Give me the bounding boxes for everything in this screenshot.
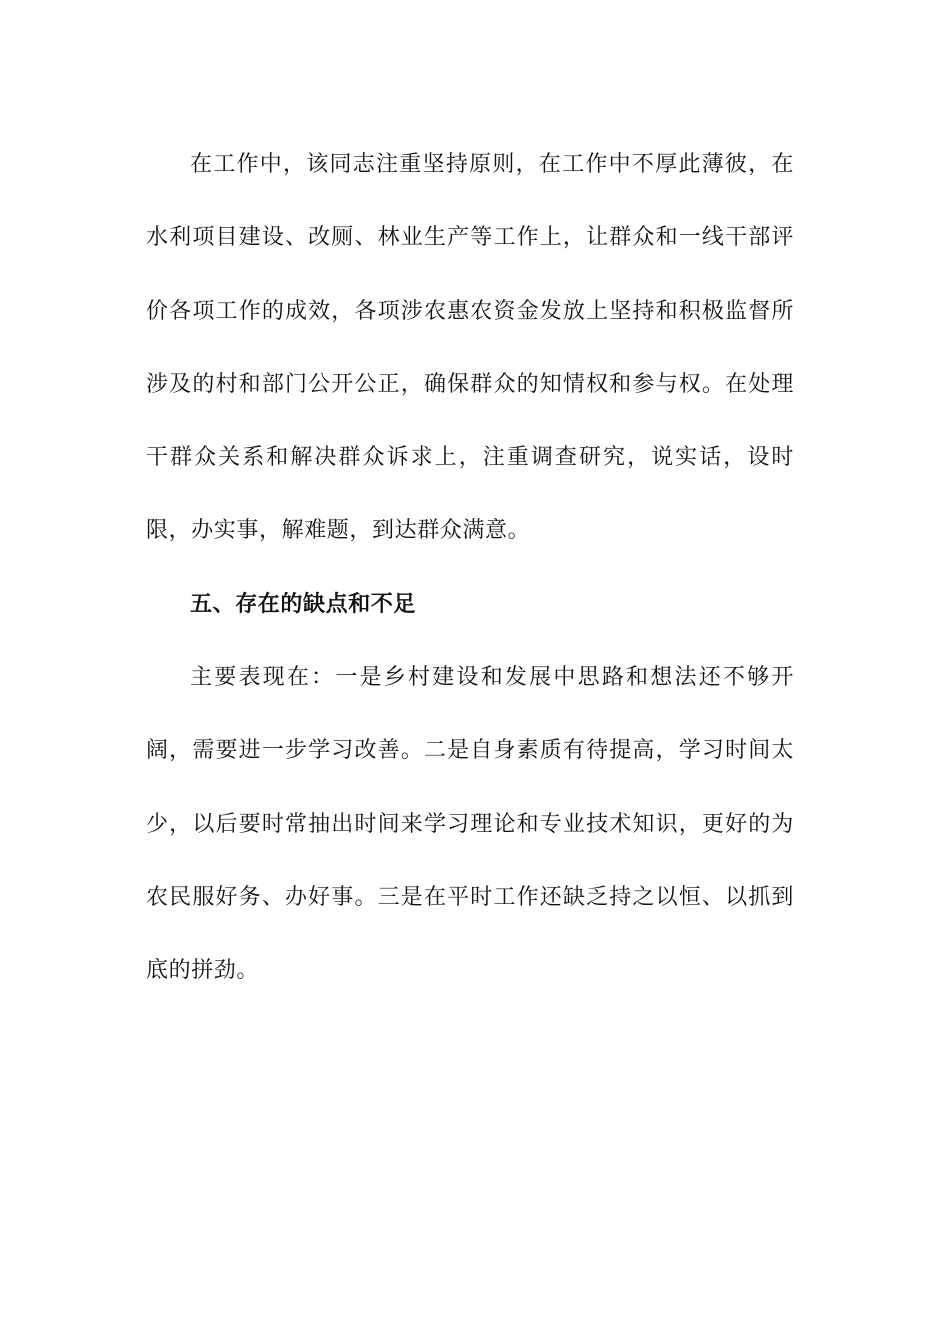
section-heading-shortcomings: 五、存在的缺点和不足 [190, 591, 417, 617]
paragraph-shortcomings: 主要表现在：一是乡村建设和发展中思路和想法还不够开阔，需要进一步学习改善。二是自身素质有待提高，学习时间太少，以后要时常抽出时间来学习理论和专业技术知识，更好的为农民服好务、办好事。三是在平时工作还缺乏持之以恒、以抓到底的拼劲。 [146, 665, 794, 984]
document-body [146, 128, 794, 1008]
paragraph-work-principles: 在工作中，该同志注重坚持原则，在工作中不厚此薄彼，在水利项目建设、改厕、林业生产等工作上，让群众和一线干部评价各项工作的成效，各项涉农惠农资金发放上坚持和积极监督所涉及的村和部门公开公正，确保群众的知情权和参与权。在处理干群众关系和解决群众诉求上，注重调查研究，说实话，设时限，办实事，解难题，到达群众满意。 [146, 152, 794, 544]
